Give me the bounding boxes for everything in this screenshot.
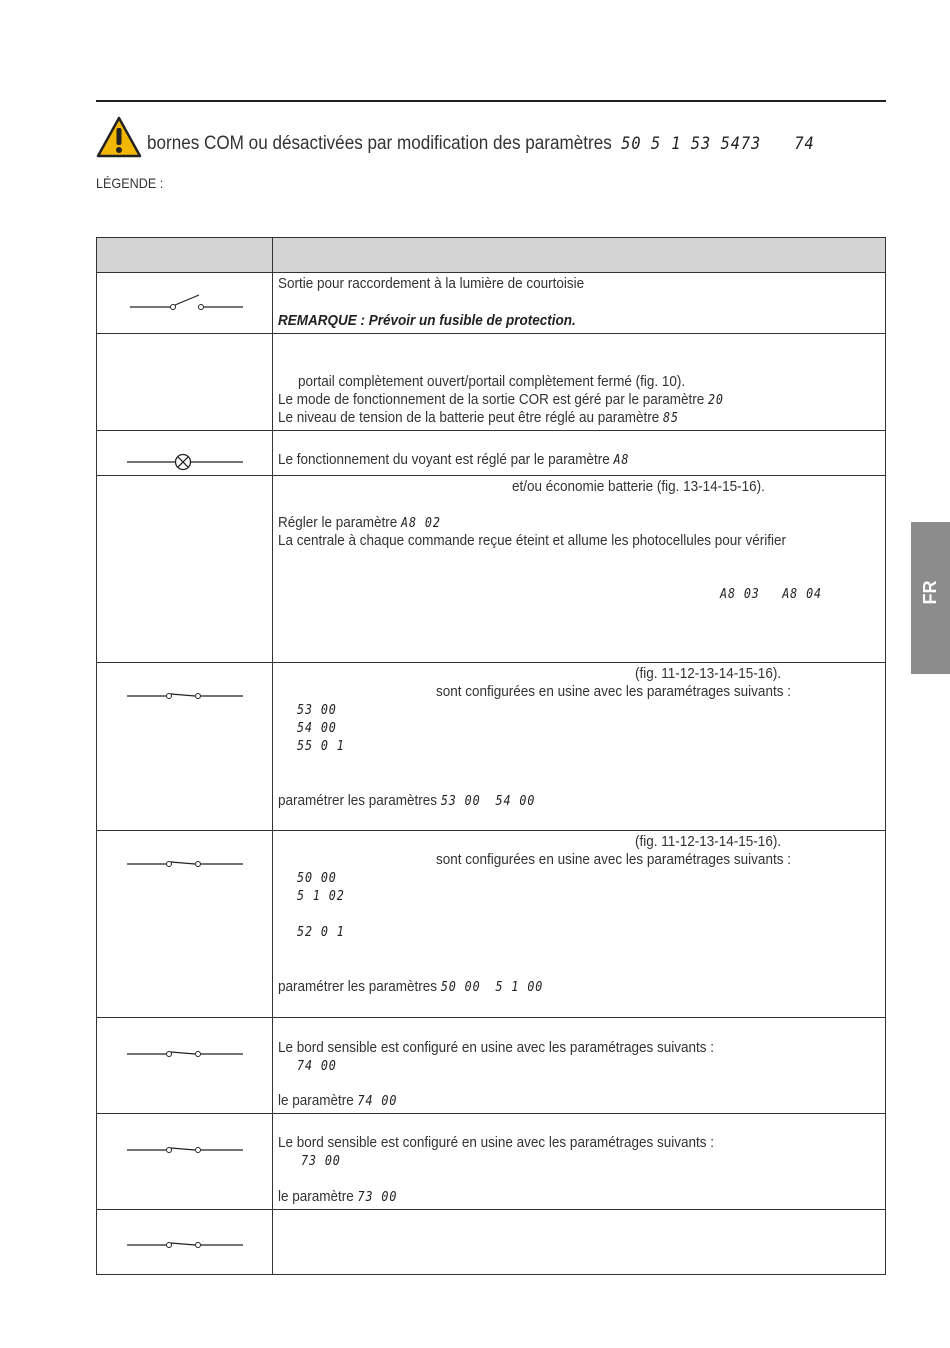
- open-contact-symbol: [97, 853, 272, 873]
- symbol-cell: [97, 663, 273, 831]
- param-53: 53: [690, 134, 712, 154]
- description-cell: [273, 1114, 886, 1210]
- row6-line1: (fig. 11-12-13-14-15-16).: [635, 833, 782, 850]
- legend-label: LÉGENDE :: [96, 175, 164, 191]
- row8-line2: le paramètre 73 00: [278, 1188, 398, 1205]
- table-row: [97, 476, 886, 663]
- row5-value-2: 54 00: [297, 721, 337, 736]
- row5-value-1: 53 00: [297, 703, 337, 718]
- description-cell: [273, 273, 886, 334]
- param-a8-03: A8 03: [720, 587, 760, 602]
- param-a8-04: A8 04: [782, 587, 822, 602]
- symbol-cell: [97, 476, 273, 663]
- row7-line2: le paramètre 74 00: [278, 1092, 398, 1109]
- symbol-cell: [97, 1114, 273, 1210]
- header-cell-description: [273, 238, 886, 273]
- row4-params: [720, 585, 822, 604]
- table-row: [97, 831, 886, 1018]
- symbol-cell: [97, 431, 273, 476]
- description-cell: [273, 831, 886, 1018]
- row6-value-1: 50 00: [297, 871, 337, 886]
- row2-line2: Le mode de fonctionnement de la sortie COR est géré par le paramètre 20: [278, 391, 724, 408]
- open-contact-symbol: [97, 1234, 272, 1254]
- row7-line1: Le bord sensible est configuré en usine avec les paramétrages suivants :: [278, 1039, 715, 1056]
- description-cell: [273, 663, 886, 831]
- row5-value-3: 55 0 1: [297, 739, 345, 754]
- row8-line1: Le bord sensible est configuré en usine avec les paramétrages suivants :: [278, 1134, 715, 1151]
- row6-value-2: 5 1 02: [297, 889, 345, 904]
- param-85: 85: [663, 411, 679, 426]
- symbol-cell: [97, 831, 273, 1018]
- language-tab: [911, 522, 950, 674]
- table-row: [97, 431, 886, 476]
- param-74: 74: [794, 134, 815, 154]
- param-53-00: 53 00: [440, 794, 481, 809]
- symbol-cell: [97, 334, 273, 431]
- row1-remark: REMARQUE : Prévoir un fusible de protection.: [278, 312, 576, 329]
- param-54: 54: [720, 134, 741, 154]
- table-header-row: [97, 238, 886, 273]
- param-73: 73: [740, 134, 762, 154]
- row1-line1: Sortie pour raccordement à la lumière de courtoisie: [278, 275, 585, 292]
- open-contact-symbol: [97, 1043, 272, 1063]
- description-cell: [273, 334, 886, 431]
- language-tab-label: FR: [920, 580, 940, 605]
- row5-line3: paramétrer les paramètres 53 00 54 00: [278, 792, 536, 809]
- row4-line2: Régler le paramètre A8 02: [278, 514, 441, 531]
- row2-line3: Le niveau de tension de la batterie peut être réglé au paramètre 85: [278, 409, 679, 426]
- param-51-00: 5 1 00: [495, 980, 544, 995]
- description-cell: [273, 1018, 886, 1114]
- table-row: [97, 663, 886, 831]
- open-contact-symbol: [97, 1139, 272, 1159]
- symbol-cell: [97, 273, 273, 334]
- open-contact-symbol: [97, 685, 272, 705]
- row3-line1: Le fonctionnement du voyant est réglé par le paramètre A8: [278, 451, 630, 468]
- row4-line3: La centrale à chaque commande reçue éteint et allume les photocellules pour vérifier: [278, 532, 787, 549]
- param-54-00: 54 00: [495, 794, 536, 809]
- table-row: [97, 1018, 886, 1114]
- terminals-table: [96, 237, 886, 1275]
- table-row: [97, 1210, 886, 1275]
- lamp-symbol: [97, 451, 272, 471]
- row4-line1: et/ou économie batterie (fig. 13-14-15-16).: [512, 478, 765, 495]
- header-cell-terminal: [97, 238, 273, 273]
- warning-triangle-icon: [96, 116, 142, 158]
- param-a8-02: A8 02: [401, 516, 441, 531]
- warning-headline: [147, 133, 815, 155]
- row6-line2: sont configurées en usine avec les paramétrages suivants :: [436, 851, 791, 868]
- row5-line1: (fig. 11-12-13-14-15-16).: [635, 665, 782, 682]
- description-cell: [273, 1210, 886, 1275]
- table-row: [97, 334, 886, 431]
- param-74-00: 74 00: [357, 1094, 398, 1109]
- row6-line3: paramétrer les paramètres 50 00 5 1 00: [278, 978, 544, 995]
- param-50-00: 50 00: [440, 980, 481, 995]
- row6-value-3: 52 0 1: [297, 925, 345, 940]
- warning-text: bornes COM ou désactivées par modification des paramètres: [147, 133, 612, 154]
- table-row: [97, 273, 886, 334]
- param-a8: A8: [613, 453, 630, 468]
- param-50: 50: [621, 134, 642, 154]
- row5-line2: sont configurées en usine avec les paramétrages suivants :: [436, 683, 791, 700]
- symbol-cell: [97, 1018, 273, 1114]
- row8-value-1: 73 00: [301, 1154, 341, 1169]
- open-contact-symbol: [97, 293, 272, 313]
- row7-value-1: 74 00: [297, 1059, 337, 1074]
- symbol-cell: [97, 1210, 273, 1275]
- description-cell: [273, 476, 886, 663]
- top-rule: [96, 100, 886, 102]
- param-51: 5 1: [651, 134, 682, 154]
- table-row: [97, 1114, 886, 1210]
- param-73-00: 73 00: [357, 1190, 398, 1205]
- description-cell: [273, 431, 886, 476]
- param-20: 20: [707, 393, 724, 408]
- row2-line1: portail complètement ouvert/portail complètement fermé (fig. 10).: [298, 373, 686, 390]
